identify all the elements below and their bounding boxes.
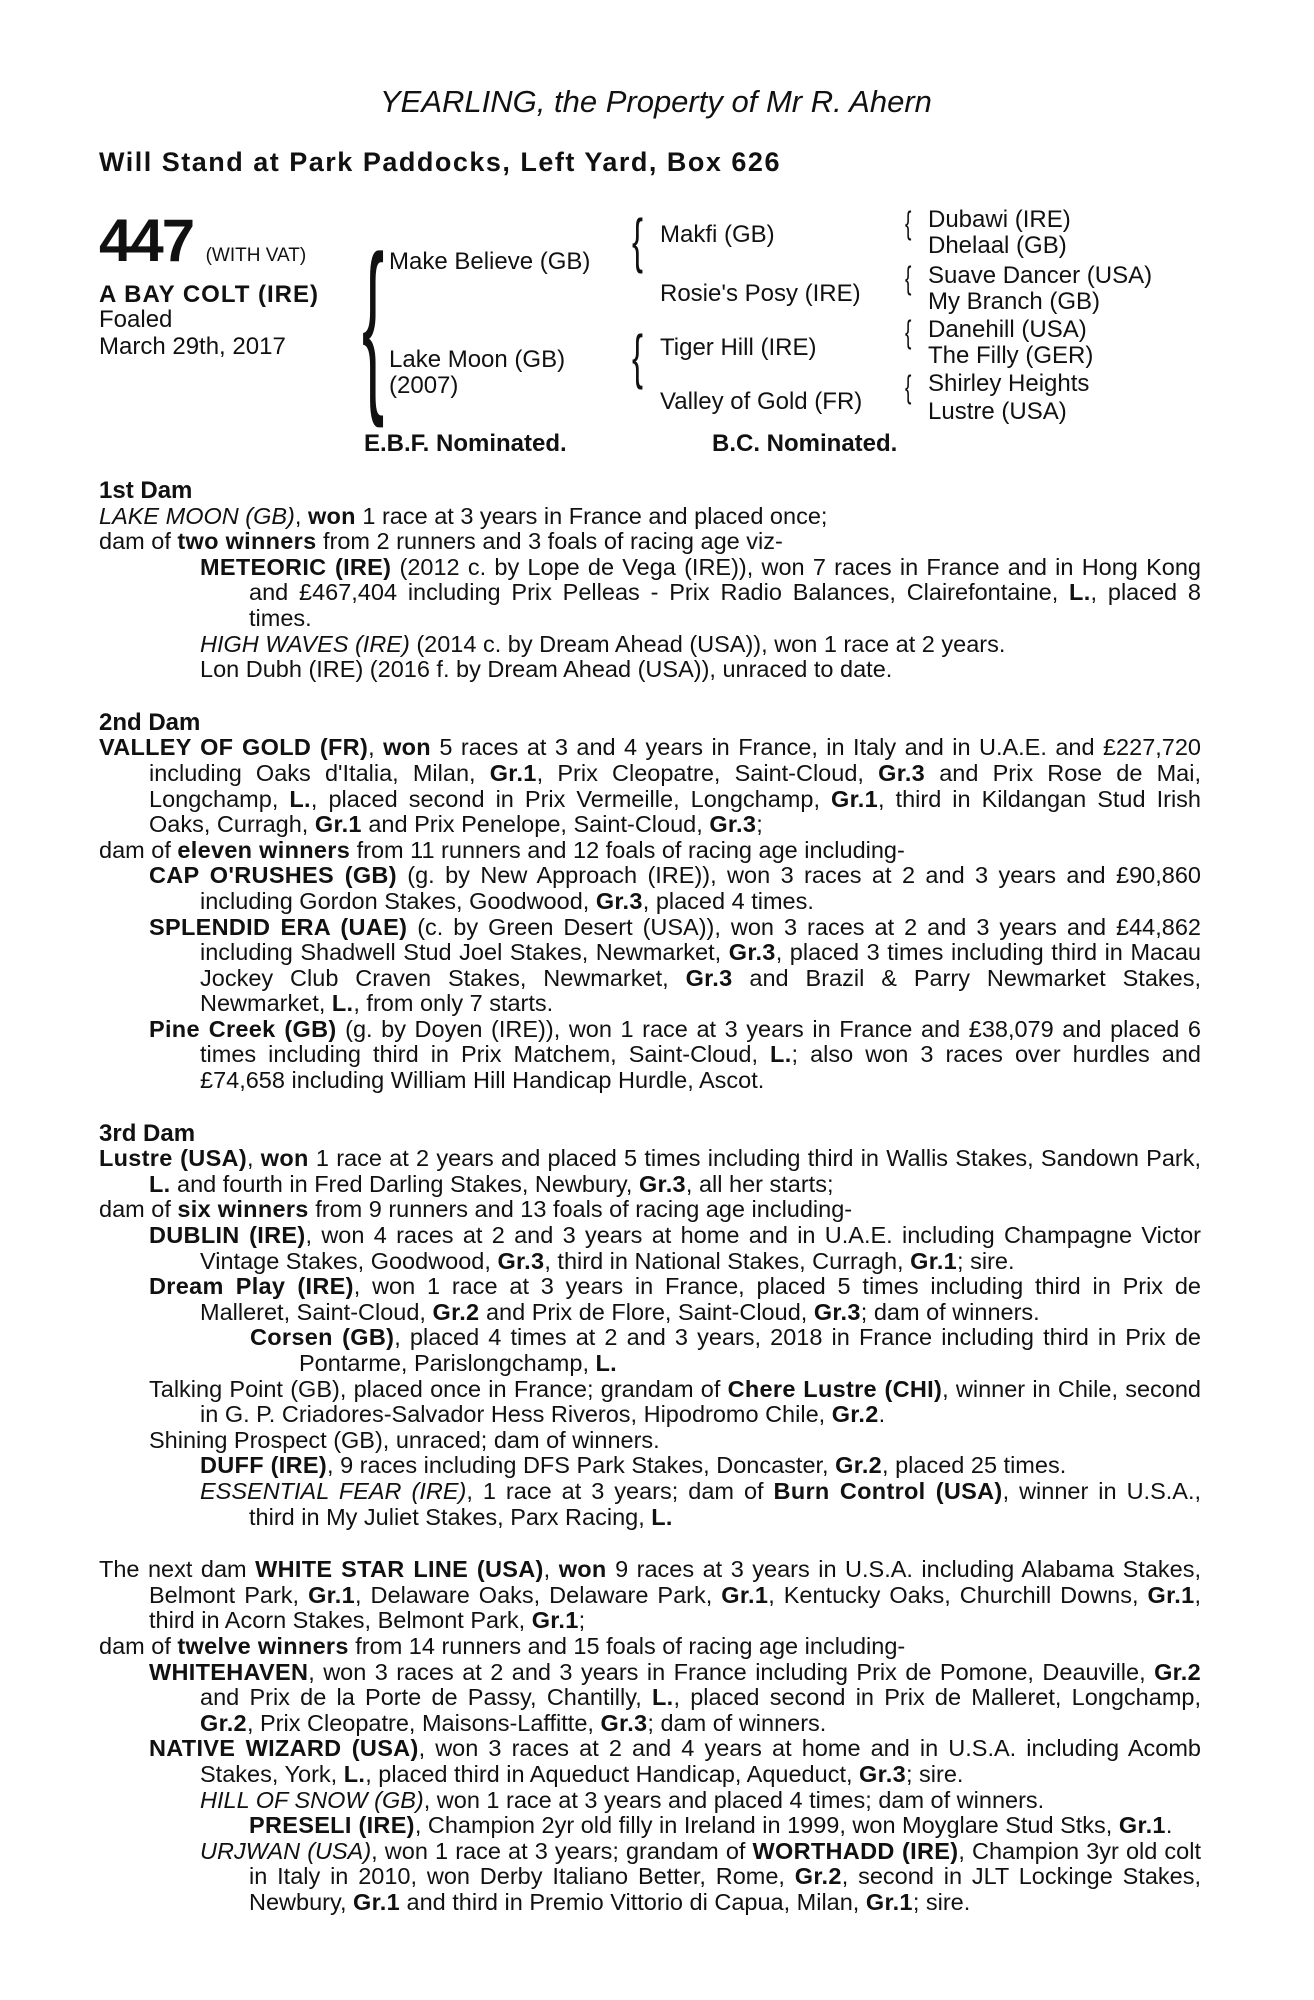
brace-g1: {: [905, 205, 912, 241]
produce-dream-play: Dream Play (IRE), won 1 race at 3 years in France, placed 5 times including third in Prix de Malleret, Saint-Cloud, Gr.2 and Prix de Flore, Saint-Cloud, Gr.3; dam of winners.: [149, 1273, 1201, 1325]
pedigree-dam-sire: Tiger Hill (IRE): [660, 334, 817, 361]
pedigree-g8: Lustre (USA): [928, 398, 1067, 425]
second-dam-heading: 2nd Dam: [99, 708, 201, 736]
pedigree-g1: Dubawi (IRE): [928, 206, 1071, 233]
lot-number-line: [99, 206, 306, 275]
ebf-nominated: E.B.F. Nominated.: [364, 430, 567, 457]
produce-essential-fear: ESSENTIAL FEAR (IRE), 1 race at 3 years; dam of Burn Control (USA), winner in U.S.A., third in My Juliet Stakes, Parx Racing, L.: [200, 1477, 1202, 1530]
pedigree-g7: Shirley Heights: [928, 370, 1090, 397]
dam-brace: {: [632, 323, 644, 390]
produce-urjwan: URJWAN (USA), won 1 race at 3 years; grandam of WORTHADD (IRE), Champion 3yr old colt in Italy in 2010, won Derby Italiano Better, Rome, Gr.2, second in JLT Lockinge Stakes, Newbury, Gr.1 and third in Premio Vittorio di Capua, Milan, Gr.1; sire.: [200, 1837, 1201, 1915]
first-dam-heading: 1st Dam: [99, 477, 193, 504]
pedigree-sire-sire: Makfi (GB): [660, 221, 775, 248]
produce-splendid-era: SPLENDID ERA (UAE) (c. by Green Desert (USA)), won 3 races at 2 and 3 years and £44,862 including Shadwell Stud Joel Stakes, Newmarket, Gr.3, placed 3 times including third in Macau Jockey Club Craven Stakes, Newmarket, Gr.3 and Brazil & Parry Newmarket Stakes, Newmarket, L., from only 7 starts.: [149, 913, 1202, 1017]
second-dam-record: VALLEY OF GOLD (FR), won 5 races at 3 and 4 years in France, in Italy and in U.A.E. and £227,720 including Oaks d'Italia, Milan, Gr.1, Prix Cleopatre, Saint-Cloud, Gr.3 and Prix Rose de Mai, Longchamp, L., placed second in Prix Vermeille, Longchamp, Gr.1, third in Kildangan Stud Irish Oaks, Curragh, Gr.1 and Prix Penelope, Saint-Cloud, Gr.3;: [99, 734, 1202, 838]
brace-g3: {: [905, 314, 912, 350]
pedigree-g5: Danehill (USA): [928, 316, 1087, 343]
sire-dam-brace: {: [362, 217, 385, 429]
stabling-location: Will Stand at Park Paddocks, Left Yard, Box 626: [99, 147, 781, 177]
lot-name: A BAY COLT (IRE): [99, 281, 320, 308]
first-dam-line: LAKE MOON (GB), won 1 race at 3 years in France and placed once;: [99, 502, 828, 529]
produce-native-wizard: NATIVE WIZARD (USA), won 3 races at 2 and 4 years at home and in U.S.A. including Acomb Stakes, York, L., placed third in Aqueduct Handicap, Aqueduct, Gr.3; sire.: [149, 1735, 1201, 1787]
produce-whitehaven: WHITEHAVEN, won 3 races at 2 and 3 years in France including Prix de Pomone, Deauville, Gr.2 and Prix de la Porte de Passy, Chantilly, L., placed second in Prix de Malleret, Longchamp, Gr.2, Prix Cleopatre, Maisons-Laffitte, Gr.3; dam of winners.: [149, 1658, 1201, 1736]
pedigree-g2: Dhelaal (GB): [928, 232, 1067, 259]
produce-duff: DUFF (IRE), 9 races including DFS Park Stakes, Doncaster, Gr.2, placed 25 times.: [200, 1452, 1067, 1479]
sire-brace: {: [632, 207, 644, 274]
pedigree-sire: Make Believe (GB): [389, 248, 591, 275]
vat-note: (WITH VAT): [205, 245, 307, 266]
pedigree-dam-year: (2007): [389, 372, 459, 399]
catalogue-title: YEARLING, the Property of Mr R. Ahern: [380, 84, 932, 119]
produce-meteoric: METEORIC (IRE) (2012 c. by Lope de Vega (IRE)), won 7 races in France and in Hong Kong and £467,404 including Prix Pelleas - Prix Radio Balances, Clairefontaine, L., placed 8 times.: [200, 553, 1201, 631]
produce-lon-dubh: Lon Dubh (IRE) (2016 f. by Dream Ahead (USA)), unraced to date.: [200, 656, 893, 683]
produce-shining-prospect: Shining Prospect (GB), unraced; dam of winners.: [149, 1426, 660, 1453]
second-dam-produce-summary: dam of eleven winners from 11 runners and 12 foals of racing age including-: [99, 836, 905, 863]
brace-g4: {: [905, 369, 912, 405]
first-dam-produce-summary: dam of two winners from 2 runners and 3 foals of racing age viz-: [99, 528, 783, 555]
next-dam-produce-summary: dam of twelve winners from 14 runners and 15 foals of racing age including-: [99, 1632, 906, 1659]
third-dam-heading: 3rd Dam: [99, 1119, 196, 1147]
pedigree-g4: My Branch (GB): [928, 288, 1101, 315]
lot-number: 447: [99, 207, 194, 274]
bc-nominated: B.C. Nominated.: [712, 430, 898, 457]
next-dam-record: The next dam WHITE STAR LINE (USA), won 9 races at 3 years in U.S.A. including Alabama Stakes, Belmont Park, Gr.1, Delaware Oaks, Delaware Park, Gr.1, Kentucky Oaks, Churchill Downs, Gr.1, third in Acorn Stakes, Belmont Park, Gr.1;: [99, 1556, 1201, 1634]
produce-cap-orushes: CAP O'RUSHES (GB) (g. by New Approach (IRE)), won 3 races at 2 and 3 years and £90,860 including Gordon Stakes, Goodwood, Gr.3, placed 4 times.: [149, 862, 1201, 914]
produce-hill-of-snow: HILL OF SNOW (GB), won 1 race at 3 years and placed 4 times; dam of winners.: [200, 1786, 1045, 1813]
foaled-label: Foaled: [99, 306, 173, 333]
produce-pine-creek: Pine Creek (GB) (g. by Doyen (IRE)), won 1 race at 3 years in France and £38,079 and placed 6 times including third in Prix Matchem, Saint-Cloud, L.; also won 3 races over hurdles and £74,658 including William Hill Handicap Hurdle, Ascot.: [149, 1015, 1201, 1094]
catalogue-body: [99, 478, 1201, 1915]
third-dam-produce-summary: dam of six winners from 9 runners and 13 foals of racing age including-: [99, 1196, 853, 1223]
produce-corsen: Corsen (GB), placed 4 times at 2 and 3 years, 2018 in France including third in Prix de Pontarme, Parislongchamp, L.: [250, 1324, 1201, 1376]
pedigree-sire-dam: Rosie's Posy (IRE): [660, 280, 861, 307]
pedigree-g6: The Filly (GER): [928, 342, 1094, 369]
brace-g2: {: [905, 260, 912, 296]
pedigree-g3: Suave Dancer (USA): [928, 262, 1153, 289]
pedigree-dam-dam: Valley of Gold (FR): [660, 388, 863, 415]
produce-high-waves: HIGH WAVES (IRE) (2014 c. by Dream Ahead (USA)), won 1 race at 2 years.: [200, 630, 1006, 657]
produce-talking-point: Talking Point (GB), placed once in France; grandam of Chere Lustre (CHI), winner in Chile, second in G. P. Criadores-Salvador Hess Riveros, Hipodromo Chile, Gr.2.: [149, 1375, 1202, 1428]
produce-dublin: DUBLIN (IRE), won 4 races at 2 and 3 years at home and in U.A.E. including Champagne Victor Vintage Stakes, Goodwood, Gr.3, third in National Stakes, Curragh, Gr.1; sire.: [149, 1222, 1201, 1274]
produce-preseli: PRESELI (IRE), Champion 2yr old filly in Ireland in 1999, won Moyglare Stud Stks, Gr.1.: [249, 1812, 1173, 1839]
third-dam-record: Lustre (USA), won 1 race at 2 years and placed 5 times including third in Wallis Stakes, Sandown Park, L. and fourth in Fred Darling Stakes, Newbury, Gr.3, all her starts;: [99, 1145, 1202, 1197]
foaled-date: March 29th, 2017: [99, 333, 286, 360]
pedigree-dam: Lake Moon (GB): [389, 346, 566, 373]
